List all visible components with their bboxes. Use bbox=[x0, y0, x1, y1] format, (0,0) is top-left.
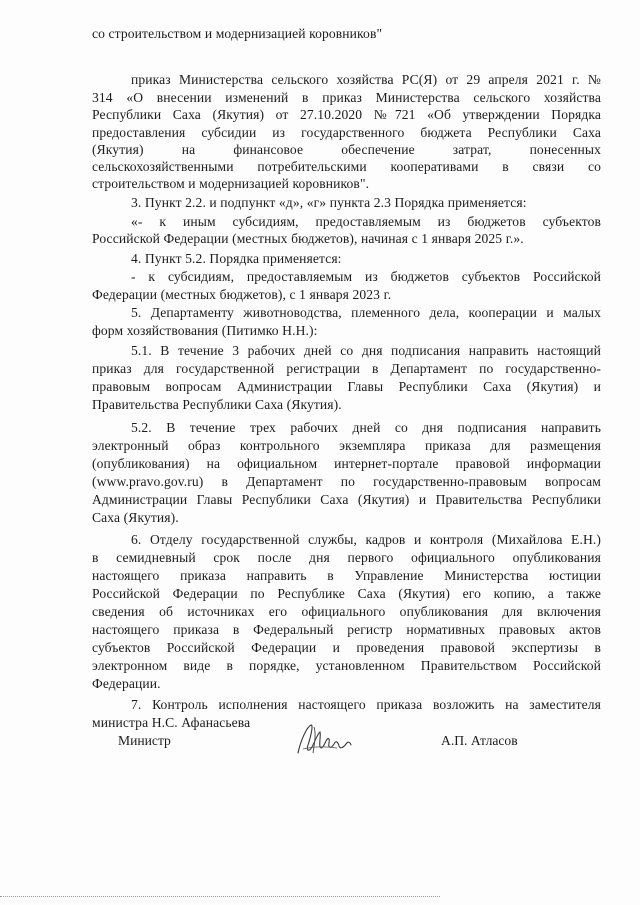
page-bottom-rule bbox=[0, 896, 440, 897]
text-line: (Якутия) на финансовое обеспечение затрат, понесенных bbox=[92, 142, 601, 157]
text-line: 5. Департаменту животноводства, племенного дела, кооперации и малых bbox=[131, 305, 601, 320]
text-line: электронный образ контрольного экземпляра приказа для размещения bbox=[92, 438, 601, 453]
text-line: «- к иным субсидиям, предоставляемым из бюджетов субъектов bbox=[131, 214, 601, 229]
text-line: субъектов Российской Федерации и проведения правовой экспертизы в bbox=[92, 640, 601, 655]
text-line: 5.2. В течение трех рабочих дней со дня подписания направить bbox=[131, 420, 601, 435]
text-line: в семидневный срок после дня первого официального опубликования bbox=[92, 550, 601, 565]
text-line: форм хозяйствования (Питимко Н.Н.): bbox=[92, 323, 318, 338]
text-line: Правительства Республики Саха (Якутия). bbox=[92, 397, 342, 412]
text-line: настоящего приказа в Федеральный регистр нормативных правовых актов bbox=[92, 622, 601, 637]
text-line: Российской Федерации по Республике Саха (Якутия) его копию, а также bbox=[92, 586, 601, 601]
text-line: Российской Федерации (местных бюджетов), начиная с 1 января 2025 г.». bbox=[92, 231, 524, 246]
text-line: 4. Пункт 5.2. Порядка применяется: bbox=[131, 251, 342, 266]
text-line: Администрации Главы Республики Саха (Якутия) и Правительства Республики bbox=[92, 492, 601, 507]
text-line: настоящего приказа направить в Управление Министерства юстиции bbox=[92, 568, 601, 583]
handwritten-signature bbox=[293, 719, 355, 766]
text-line: министра Н.С. Афанасьева bbox=[92, 715, 251, 730]
text-line: сельскохозяйственными потребительскими кооперативами в связи со bbox=[92, 159, 601, 174]
text-line: со строительством и модернизацией коровников" bbox=[92, 26, 383, 41]
signature-block bbox=[0, 733, 640, 773]
text-line: Республики Саха (Якутия) от 27.10.2020 №721 «Об утверждении Порядка bbox=[92, 107, 601, 122]
text-line: (опубликования) на официальном интернет-портале правовой информации bbox=[92, 456, 601, 471]
text-line: строительством и модернизацией коровников". bbox=[92, 176, 370, 191]
text-line: (www.pravo.gov.ru) в Департамент по государственно-правовым вопросам bbox=[92, 474, 601, 489]
text-line: приказ Министерства сельского хозяйства РС(Я) от 29 апреля 2021 г. № bbox=[131, 72, 601, 87]
text-line: Саха (Якутия). bbox=[92, 510, 179, 525]
text-line: сведения об источниках его официального опубликования для включения bbox=[92, 604, 601, 619]
signatory-name: А.П. Атласов bbox=[441, 733, 518, 748]
text-line: приказ для государственной регистрации в Департамент по государственно- bbox=[92, 361, 601, 376]
text-line: 6. Отделу государственной службы, кадров и контроля (Михайлова Е.Н.) bbox=[131, 532, 601, 547]
text-line: Федерации (местных бюджетов), с 1 января 2023 г. bbox=[92, 287, 392, 302]
text-line: 5.1. В течение 3 рабочих дней со дня подписания направить настоящий bbox=[131, 343, 601, 358]
text-line: Федерации. bbox=[92, 676, 161, 691]
text-line: 3. Пункт 2.2. и подпункт «д», «г» пункта 2.3 Порядка применяется: bbox=[131, 195, 527, 210]
text-line: 7. Контроль исполнения настоящего приказа возложить на заместителя bbox=[131, 697, 601, 712]
text-line: 314 «О внесении изменений в приказ Министерства сельского хозяйства bbox=[92, 90, 601, 105]
text-line: электронном виде в порядке, установленном Правительством Российской bbox=[92, 658, 601, 673]
text-line: правовым вопросам Администрации Главы Республики Саха (Якутия) и bbox=[92, 379, 601, 394]
text-line: - к субсидиям, предоставляемым из бюджетов субъектов Российской bbox=[131, 269, 601, 284]
signatory-title: Министр bbox=[118, 733, 171, 748]
text-line: предоставления субсидии из государственного бюджета Республики Саха bbox=[92, 125, 601, 140]
